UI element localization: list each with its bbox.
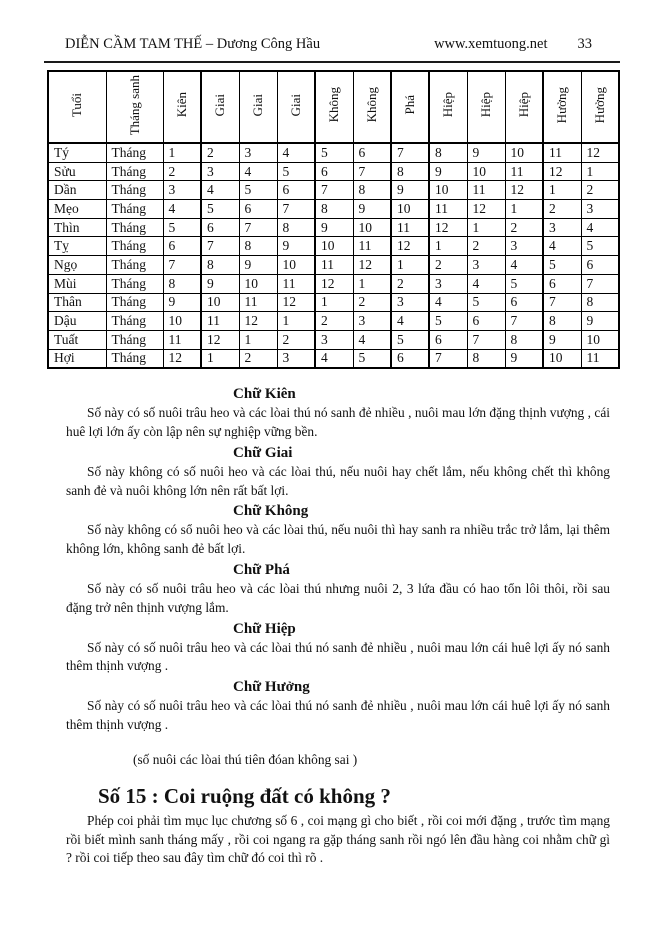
- value-cell: 1: [467, 218, 505, 237]
- value-cell: 6: [315, 162, 353, 181]
- value-cell: 8: [429, 143, 467, 162]
- chu-section-heading: Chữ Hiệp: [233, 620, 296, 637]
- age-cell: Tý: [48, 143, 106, 162]
- value-cell: 9: [315, 218, 353, 237]
- value-cell: 3: [353, 312, 391, 331]
- value-cell: 4: [505, 256, 543, 275]
- value-cell: 7: [163, 256, 201, 275]
- column-header: [543, 71, 581, 143]
- value-cell: 1: [277, 312, 315, 331]
- value-cell: 1: [429, 237, 467, 256]
- value-cell: 6: [543, 274, 581, 293]
- month-cell: Tháng: [106, 143, 163, 162]
- value-cell: 4: [201, 181, 239, 200]
- value-cell: 10: [201, 293, 239, 312]
- month-cell: Tháng: [106, 293, 163, 312]
- value-cell: 2: [315, 312, 353, 331]
- value-cell: 12: [391, 237, 429, 256]
- value-cell: 7: [315, 181, 353, 200]
- value-cell: 1: [239, 330, 277, 349]
- column-header-label: Không: [363, 87, 379, 123]
- value-cell: 9: [353, 200, 391, 219]
- chu-section: [0, 503, 661, 559]
- value-cell: 6: [505, 293, 543, 312]
- value-cell: 4: [315, 349, 353, 368]
- value-cell: 10: [581, 330, 619, 349]
- value-cell: 3: [429, 274, 467, 293]
- value-cell: 11: [277, 274, 315, 293]
- value-cell: 3: [315, 330, 353, 349]
- value-cell: 1: [315, 293, 353, 312]
- value-cell: 8: [353, 181, 391, 200]
- column-header-label: Hiệp: [515, 92, 531, 118]
- value-cell: 6: [163, 237, 201, 256]
- column-header: [391, 71, 429, 143]
- value-cell: 9: [505, 349, 543, 368]
- column-header-label: Hưởng: [554, 86, 570, 124]
- column-header-label: Tháng sanh: [126, 74, 142, 136]
- value-cell: 5: [277, 162, 315, 181]
- value-cell: 8: [201, 256, 239, 275]
- chu-section: [0, 386, 661, 442]
- value-cell: 10: [353, 218, 391, 237]
- value-cell: 3: [543, 218, 581, 237]
- chu-section-heading: Chữ Phá: [233, 562, 290, 579]
- column-header: [48, 71, 106, 143]
- value-cell: 12: [201, 330, 239, 349]
- page-header: [65, 36, 592, 53]
- column-header-label: Tuổi: [69, 92, 85, 118]
- value-cell: 6: [467, 312, 505, 331]
- value-cell: 11: [239, 293, 277, 312]
- value-cell: 11: [581, 349, 619, 368]
- value-cell: 8: [505, 330, 543, 349]
- value-cell: 3: [505, 237, 543, 256]
- column-header: [277, 71, 315, 143]
- value-cell: 10: [391, 200, 429, 219]
- chu-section-paragraph: Số này không có sổ nuôi heo và các lòai thú, nếu nuôi thì hay sanh ra nhiều trắc trở lắm, lại thêm không lớn, không sanh đẻ bất lợi.: [66, 522, 610, 557]
- column-header-label: Không: [326, 87, 342, 123]
- value-cell: 5: [429, 312, 467, 331]
- value-cell: 8: [315, 200, 353, 219]
- value-cell: 12: [315, 274, 353, 293]
- value-cell: 3: [277, 349, 315, 368]
- value-cell: 9: [163, 293, 201, 312]
- column-header: [163, 71, 201, 143]
- value-cell: 12: [353, 256, 391, 275]
- table-row: [48, 200, 619, 219]
- age-cell: Dần: [48, 181, 106, 200]
- value-cell: 10: [277, 256, 315, 275]
- note-line: (số nuôi các lòai thú tiên đóan không sai ): [133, 751, 358, 767]
- value-cell: 8: [163, 274, 201, 293]
- table-row: [48, 293, 619, 312]
- chu-section-paragraph: Số này có số nuôi trâu heo và các lòai thú nó sanh đẻ nhiều , nuôi mau lớn cái huê lợi ấy nó sanh thêm thịnh vượng .: [66, 639, 610, 674]
- value-cell: 8: [391, 162, 429, 181]
- value-cell: 5: [467, 293, 505, 312]
- value-cell: 10: [163, 312, 201, 331]
- month-cell: Tháng: [106, 349, 163, 368]
- value-cell: 12: [467, 200, 505, 219]
- column-header: [315, 71, 353, 143]
- value-cell: 5: [581, 237, 619, 256]
- value-cell: 2: [353, 293, 391, 312]
- value-cell: 11: [201, 312, 239, 331]
- column-header: [201, 71, 239, 143]
- value-cell: 9: [429, 162, 467, 181]
- value-cell: 10: [239, 274, 277, 293]
- table-row: [48, 181, 619, 200]
- month-cell: Tháng: [106, 200, 163, 219]
- value-cell: 12: [239, 312, 277, 331]
- value-cell: 6: [277, 181, 315, 200]
- value-cell: 3: [467, 256, 505, 275]
- value-cell: 4: [467, 274, 505, 293]
- value-cell: 10: [429, 181, 467, 200]
- value-cell: 1: [505, 200, 543, 219]
- chu-section: [0, 562, 661, 618]
- value-cell: 9: [239, 256, 277, 275]
- value-cell: 7: [201, 237, 239, 256]
- age-cell: Tuất: [48, 330, 106, 349]
- table-row: [48, 330, 619, 349]
- column-header-label: Hưởng: [591, 86, 607, 124]
- value-cell: 6: [201, 218, 239, 237]
- month-cell: Tháng: [106, 218, 163, 237]
- value-cell: 9: [277, 237, 315, 256]
- column-header-label: Kiên: [173, 92, 189, 118]
- value-cell: 2: [391, 274, 429, 293]
- value-cell: 6: [239, 200, 277, 219]
- column-header-label: Hiệp: [478, 92, 493, 118]
- month-cell: Tháng: [106, 256, 163, 275]
- value-cell: 9: [467, 143, 505, 162]
- value-cell: 7: [543, 293, 581, 312]
- column-header: [581, 71, 619, 143]
- value-cell: 12: [505, 181, 543, 200]
- age-cell: Sửu: [48, 162, 106, 181]
- value-cell: 5: [163, 218, 201, 237]
- value-cell: 2: [239, 349, 277, 368]
- value-cell: 8: [277, 218, 315, 237]
- value-cell: 9: [201, 274, 239, 293]
- value-cell: 7: [581, 274, 619, 293]
- month-cell: Tháng: [106, 274, 163, 293]
- value-cell: 5: [353, 349, 391, 368]
- value-cell: 7: [467, 330, 505, 349]
- value-cell: 7: [391, 143, 429, 162]
- chu-section: [0, 445, 661, 501]
- chu-section-paragraph: Số này không có số nuôi heo và các lòai thú, nếu nuôi hay chết lắm, nếu không chết thì không sanh đẻ và nuôi không lớn nên rất bất lợi.: [66, 463, 610, 498]
- value-cell: 2: [201, 143, 239, 162]
- table-row: [48, 162, 619, 181]
- value-cell: 11: [353, 237, 391, 256]
- age-cell: Ngọ: [48, 256, 106, 275]
- age-cell: Dậu: [48, 312, 106, 331]
- value-cell: 4: [277, 143, 315, 162]
- table-row: [48, 237, 619, 256]
- age-cell: Mùi: [48, 274, 106, 293]
- value-cell: 11: [315, 256, 353, 275]
- table-header-row: [48, 71, 619, 143]
- age-cell: Hợi: [48, 349, 106, 368]
- column-header: [239, 71, 277, 143]
- value-cell: 8: [581, 293, 619, 312]
- value-cell: 4: [581, 218, 619, 237]
- table-row: [48, 312, 619, 331]
- chu-sections: [0, 386, 661, 735]
- age-cell: Thìn: [48, 218, 106, 237]
- table-row: [48, 274, 619, 293]
- value-cell: 3: [239, 143, 277, 162]
- value-cell: 9: [391, 181, 429, 200]
- value-cell: 11: [163, 330, 201, 349]
- value-cell: 10: [505, 143, 543, 162]
- value-cell: 2: [505, 218, 543, 237]
- value-cell: 4: [543, 237, 581, 256]
- month-cell: Tháng: [106, 181, 163, 200]
- column-header-label: Hiệp: [440, 92, 456, 118]
- value-cell: 4: [239, 162, 277, 181]
- value-cell: 9: [543, 330, 581, 349]
- value-cell: 11: [429, 200, 467, 219]
- value-cell: 1: [163, 143, 201, 162]
- value-cell: 4: [353, 330, 391, 349]
- column-header: [429, 71, 467, 143]
- value-cell: 10: [467, 162, 505, 181]
- column-header-label: Phá: [402, 95, 417, 115]
- value-cell: 7: [353, 162, 391, 181]
- value-cell: 4: [163, 200, 201, 219]
- value-cell: 12: [429, 218, 467, 237]
- value-cell: 6: [353, 143, 391, 162]
- value-cell: 5: [391, 330, 429, 349]
- chu-section: [0, 679, 661, 735]
- value-cell: 6: [581, 256, 619, 275]
- column-header-label: Giai: [287, 93, 303, 117]
- value-cell: 5: [505, 274, 543, 293]
- chu-section-heading: Chữ Không: [233, 503, 309, 520]
- value-cell: 2: [543, 200, 581, 219]
- value-cell: 2: [163, 162, 201, 181]
- value-cell: 3: [391, 293, 429, 312]
- table-row: [48, 349, 619, 368]
- value-cell: 11: [505, 162, 543, 181]
- chu-section-heading: Chữ Kiên: [233, 386, 296, 403]
- value-cell: 1: [201, 349, 239, 368]
- chu-section-heading: Chữ Hưởng: [233, 679, 310, 696]
- value-cell: 5: [543, 256, 581, 275]
- table-row: [48, 143, 619, 162]
- chu-section-paragraph: Số này có số nuôi trâu heo và các lòai thú nó sanh đẻ nhiều , nuôi mau lớn cái huê lợi ấy nó sanh thêm thịnh vượng .: [66, 698, 610, 733]
- column-header-label: Giai: [250, 93, 265, 117]
- value-cell: 12: [543, 162, 581, 181]
- value-cell: 3: [201, 162, 239, 181]
- value-cell: 5: [239, 181, 277, 200]
- value-cell: 1: [391, 256, 429, 275]
- age-cell: Tỵ: [48, 237, 106, 256]
- chu-section-heading: Chữ Giai: [233, 444, 293, 461]
- table-row: [48, 218, 619, 237]
- website-url: www.xemtuong.net: [434, 36, 548, 52]
- value-cell: 2: [429, 256, 467, 275]
- value-cell: 5: [315, 143, 353, 162]
- column-header: [106, 71, 163, 143]
- value-cell: 6: [391, 349, 429, 368]
- section-15-paragraph: Phép coi phải tìm mục lục chương số 6 , coi mạng gì cho biết , rồi coi mới đặng , trước tìm mạng rồi biết mình sanh tháng mấy , rồi coi ngang ra gặp tháng sanh rồi ngó lên đầu hàng coi nhằm chữ gì ? rồi coi tiếp theo sau đây tìm chữ đó coi thì rõ .: [66, 812, 610, 866]
- header-rule: [44, 61, 620, 63]
- chu-section: [0, 621, 661, 677]
- value-cell: 10: [543, 349, 581, 368]
- value-cell: 10: [315, 237, 353, 256]
- value-cell: 2: [467, 237, 505, 256]
- column-header: [505, 71, 543, 143]
- value-cell: 1: [353, 274, 391, 293]
- book-title: DIỄN CẦM TAM THẾ – Dương Công Hầu: [65, 36, 321, 52]
- age-cell: Mẹo: [48, 200, 106, 219]
- month-chu-table: [47, 70, 620, 369]
- value-cell: 11: [543, 143, 581, 162]
- value-cell: 11: [391, 218, 429, 237]
- column-header: [467, 71, 505, 143]
- month-cell: Tháng: [106, 330, 163, 349]
- value-cell: 3: [163, 181, 201, 200]
- value-cell: 12: [163, 349, 201, 368]
- month-cell: Tháng: [106, 162, 163, 181]
- value-cell: 8: [467, 349, 505, 368]
- chu-section-paragraph: Số này có số nuôi trâu heo và các lòai thú nhưng nuôi 2, 3 lứa đầu có hao tổn lôi thôi, rồi sau đặng trở nên thịnh vượng lắm.: [66, 581, 610, 615]
- value-cell: 7: [239, 218, 277, 237]
- value-cell: 12: [581, 143, 619, 162]
- month-cell: Tháng: [106, 312, 163, 331]
- value-cell: 7: [277, 200, 315, 219]
- value-cell: 5: [201, 200, 239, 219]
- value-cell: 4: [391, 312, 429, 331]
- value-cell: 12: [277, 293, 315, 312]
- value-cell: 8: [543, 312, 581, 331]
- month-cell: Tháng: [106, 237, 163, 256]
- value-cell: 7: [505, 312, 543, 331]
- value-cell: 7: [429, 349, 467, 368]
- value-cell: 9: [581, 312, 619, 331]
- value-cell: 2: [581, 181, 619, 200]
- page-number: 33: [577, 36, 592, 52]
- column-header: [353, 71, 391, 143]
- value-cell: 2: [277, 330, 315, 349]
- value-cell: 8: [239, 237, 277, 256]
- chu-section-paragraph: Số này có số nuôi trâu heo và các lòai thú nó sanh đẻ nhiều , nuôi mau lớn đặng thịnh vượng , cái huê lợi lớn ấy còn lập nên sự nghiệp vững bền.: [66, 405, 610, 440]
- table-row: [48, 256, 619, 275]
- value-cell: 6: [429, 330, 467, 349]
- column-header-label: Giai: [212, 93, 228, 117]
- value-cell: 1: [543, 181, 581, 200]
- value-cell: 1: [581, 162, 619, 181]
- section-15-heading: Số 15 : Coi ruộng đất có không ?: [98, 783, 391, 808]
- value-cell: 11: [467, 181, 505, 200]
- age-cell: Thân: [48, 293, 106, 312]
- value-cell: 3: [581, 200, 619, 219]
- value-cell: 4: [429, 293, 467, 312]
